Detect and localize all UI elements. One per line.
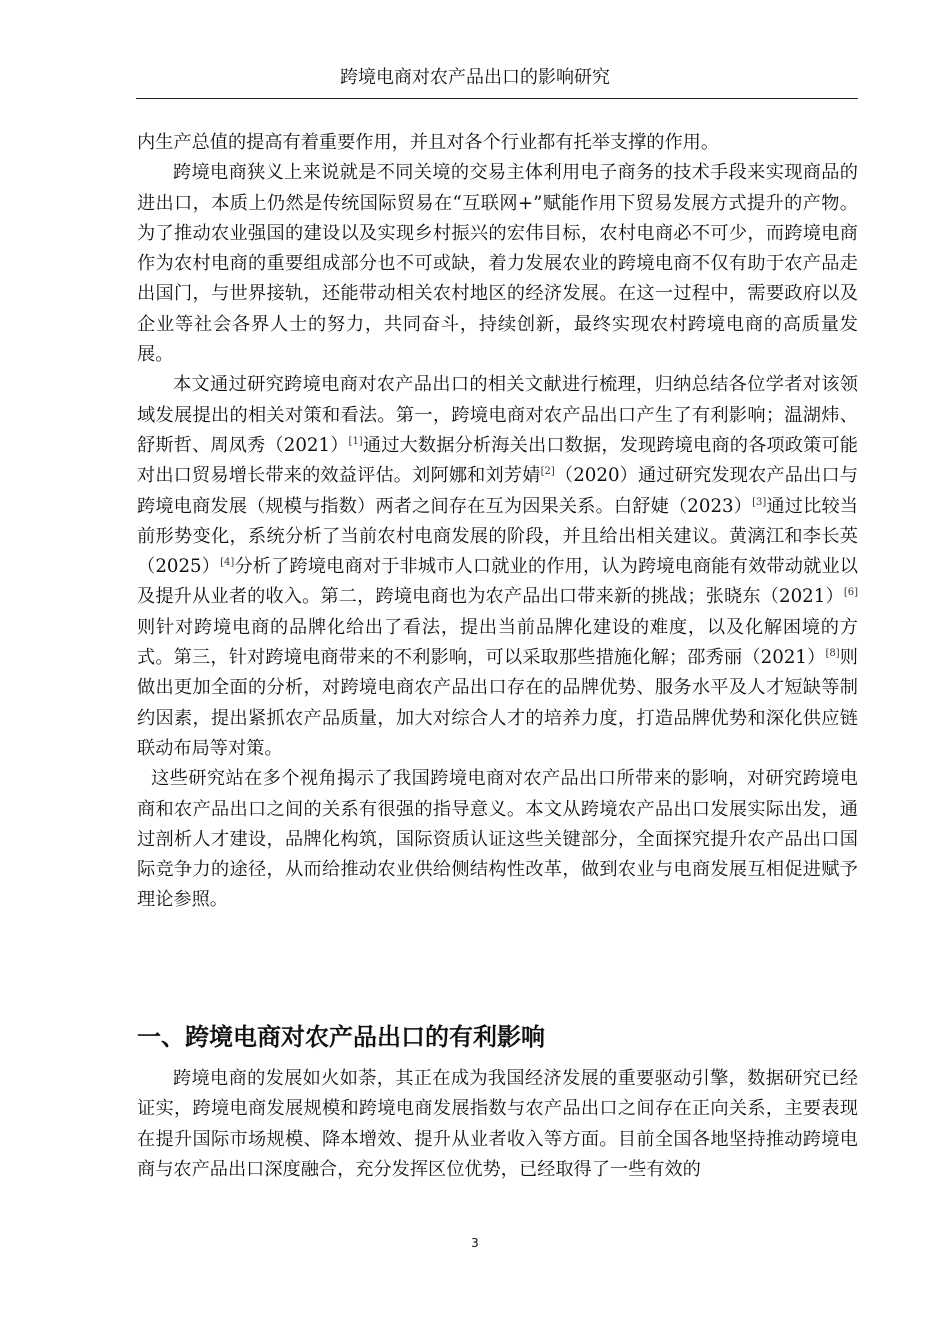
page-number: 3 — [471, 1236, 479, 1250]
paragraph-section-intro: 跨境电商的发展如火如荼，其正在成为我国经济发展的重要驱动引擎，数据研究已经证实，跨境电商发展规模和跨境电商发展指数与农产品出口之间存在正向关系，主要表现在提升国际市场规模、降本增效、提升从业者收入等方面。目前全国各地坚持推动跨境电商与农产品出口深度融合，充分发挥区位优势，已经取得了一些有效的 — [137, 1068, 858, 1180]
citation-6: [6] — [843, 587, 858, 599]
citation-8: [8] — [825, 648, 840, 660]
citation-1: [1] — [348, 435, 363, 447]
review-text-6: 则针对跨境电商的品牌化给出了看法，提出当前品牌化建设的难度，以及化解困境的方式。第三，针对跨境电商带来的不利影响，可以采取那些措施化解；邵秀丽（2021） — [137, 616, 858, 669]
review-text-3: （2020）通过研究发现农产品出口与跨境电商发展（规模与指数）两者之间存在互为因果关系。白舒婕（2023） — [137, 465, 858, 517]
review-text-2: 通过大数据分析海关出口数据，发现跨境电商的各项政策可能对出口贸易增长带来的效益评估。刘阿娜和刘芳婧 — [137, 434, 858, 487]
body-text — [137, 128, 858, 916]
header-rule — [136, 98, 858, 99]
paragraph-literature-review — [137, 370, 858, 764]
section-heading: 一、跨境电商对农产品出口的有利影响 — [137, 1023, 545, 1051]
running-header: 跨境电商对农产品出口的影响研究 — [340, 67, 610, 88]
paragraph-definition: 跨境电商狭义上来说就是不同关境的交易主体利用电子商务的技术手段来实现商品的进出口，本质上仍然是传统国际贸易在“互联网+”赋能作用下贸易发展方式提升的产物。为了推动农业强国的建设以及实现乡村振兴的宏伟目标，农村电商必不可少，而跨境电商作为农村电商的重要组成部分也不可或缺，着力发展农业的跨境电商不仅有助于农产品走出国门，与世界接轨，还能带动相关农村地区的经济发展。在这一过程中，需要政府以及企业等社会各界人士的努力，共同奋斗，持续创新，最终实现农村跨境电商的高质量发展。 — [137, 162, 858, 366]
citation-4: [4] — [220, 557, 235, 569]
paragraph-summary: 这些研究站在多个视角揭示了我国跨境电商对农产品出口所带来的影响，对研究跨境电商和农产品出口之间的关系有很强的指导意义。本文从跨境农产品出口发展实际出发，通过剖析人才建设，品牌化构筑，国际资质认证这些关键部分，全面探究提升农产品出口国际竞争力的途径，从而给推动农业供给侧结构性改革，做到农业与电商发展互相促进赋予理论参照。 — [137, 768, 858, 911]
review-text-7: 则做出更加全面的分析，对跨境电商农产品出口存在的品牌优势、服务水平及人才短缺等制约因素，提出紧抓农产品质量，加大对综合人才的培养力度，打造品牌优势和深化供应链联动布局等对策。 — [137, 647, 858, 759]
section-body-text — [137, 1064, 858, 1185]
citation-3: [3] — [752, 496, 767, 508]
citation-2: [2] — [540, 466, 555, 478]
paragraph-continued: 内生产总值的提高有着重要作用，并且对各个行业都有托举支撑的作用。 — [137, 132, 720, 153]
review-text-5: 分析了跨境电商对于非城市人口就业的作用，认为跨境电商能有效带动就业以及提升从业者的收入。第二，跨境电商也为农产品出口带来新的挑战；张晓东（2021） — [137, 556, 858, 608]
review-text-4: 通过比较当前形势变化，系统分析了当前农村电商发展的阶段，并且给出相关建议。黄漓江和李长英（2025） — [137, 495, 858, 578]
review-text-1: 本文通过研究跨境电商对农产品出口的相关文献进行梳理，归纳总结各位学者对该领域发展提出的相关对策和看法。第一，跨境电商对农产品出口产生了有利影响；温湖炜、舒斯哲、周凤秀（2021） — [137, 374, 858, 456]
